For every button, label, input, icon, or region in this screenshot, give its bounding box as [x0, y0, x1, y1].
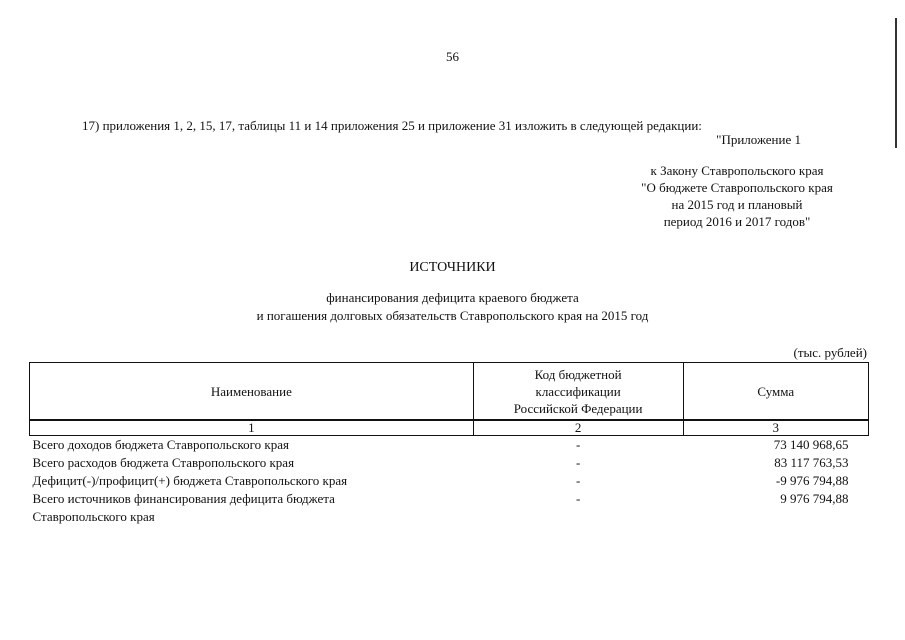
appendix-label: "Приложение 1: [716, 132, 801, 147]
row-name: Всего доходов бюджета Ставропольского края: [32, 437, 289, 452]
column-number-row: [30, 420, 869, 436]
table-row: [30, 472, 869, 490]
document-subtitle: [0, 289, 905, 325]
row-sum: 73 140 968,65: [773, 437, 849, 452]
column-number: 3: [683, 420, 869, 436]
subtitle-line: и погашения долговых обязательств Ставропольского края на 2015 год: [256, 308, 649, 323]
law-reference-line: "О бюджете Ставропольского края: [641, 180, 833, 195]
table-row: [30, 454, 869, 472]
row-name: Дефицит(-)/профицит(+) бюджета Ставропольского края: [32, 473, 348, 488]
document-title: ИСТОЧНИКИ: [409, 260, 496, 275]
row-code: -: [575, 455, 581, 470]
column-header-sum: Сумма: [683, 363, 869, 421]
column-header-name: Наименование: [30, 363, 474, 421]
row-code: -: [575, 491, 581, 506]
row-name: [30, 490, 474, 526]
intro-paragraph: 17) приложения 1, 2, 15, 17, таблицы 11 и 14 приложения 25 и приложение 31 изложить в следующей редакции:: [82, 118, 702, 133]
units-label: (тыс. рублей): [793, 345, 867, 360]
subtitle-line: финансирования дефицита краевого бюджета: [326, 290, 579, 305]
row-sum: 83 117 763,53: [774, 455, 849, 470]
law-reference-line: период 2016 и 2017 годов": [663, 214, 811, 229]
row-code: -: [575, 473, 581, 488]
column-number: 1: [30, 420, 474, 436]
table-row: [30, 436, 869, 455]
law-reference: [607, 162, 867, 230]
row-sum: 9 976 794,88: [780, 491, 849, 506]
column-header-code-text: Код бюджетной классификации Российской Федерации: [513, 366, 643, 416]
law-reference-line: к Закону Ставропольского края: [650, 163, 824, 178]
page-number: 56: [446, 49, 459, 64]
row-name-text: Всего источников финансирования дефицита бюджета Ставропольского края: [32, 491, 335, 524]
law-reference-line: на 2015 год и плановый: [671, 197, 803, 212]
financing-sources-table: [29, 362, 869, 526]
table-header-row: [30, 363, 869, 421]
table-row: [30, 490, 869, 526]
column-header-code: [473, 363, 683, 421]
row-sum: -9 976 794,88: [775, 473, 849, 488]
column-number: 2: [473, 420, 683, 436]
row-code: -: [575, 437, 581, 452]
scan-edge-rule: [895, 18, 897, 148]
row-name: Всего расходов бюджета Ставропольского края: [32, 455, 295, 470]
